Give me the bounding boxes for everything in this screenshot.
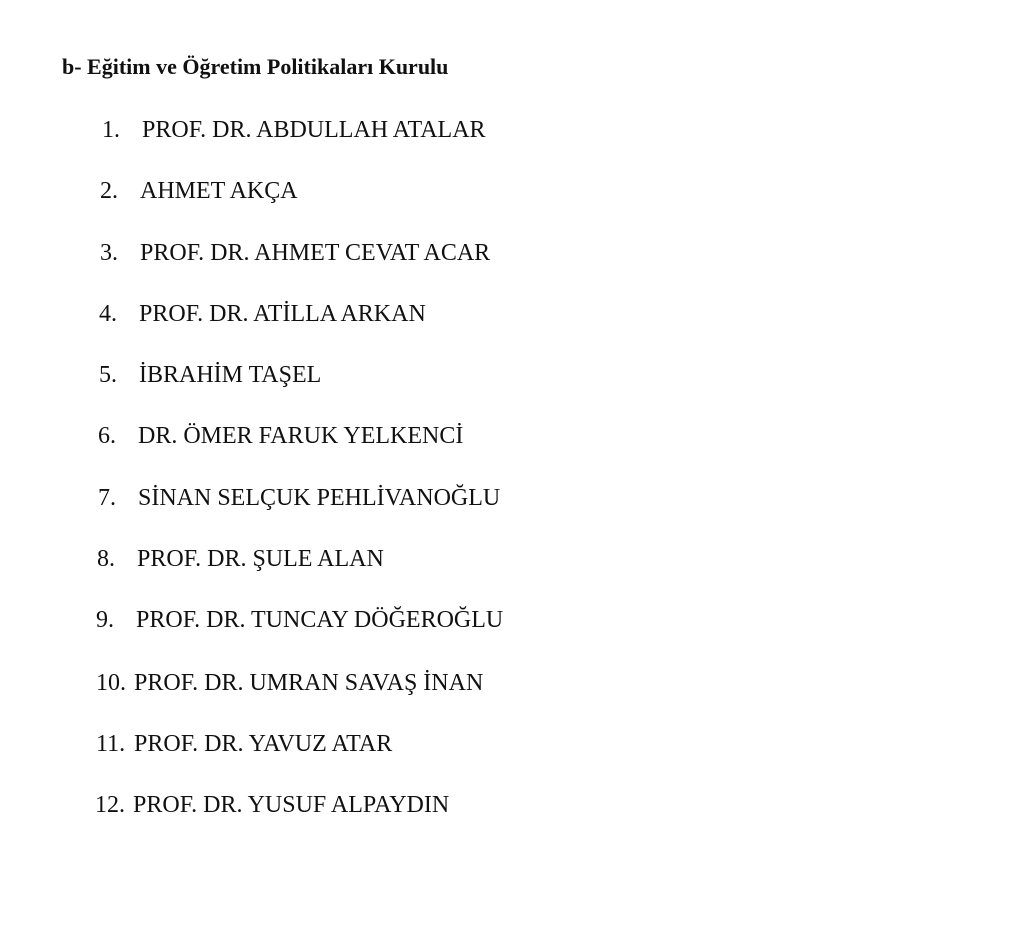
item-number: 2. [100,178,118,204]
member-name: PROF. DR. YAVUZ ATAR [134,731,393,757]
member-name: PROF. DR. YUSUF ALPAYDIN [133,792,450,818]
item-number: 6. [98,423,116,449]
item-number: 5. [99,362,117,388]
item-number: 9. [96,607,114,633]
list-item [100,177,298,205]
list-item [102,116,486,144]
member-name: AHMET AKÇA [140,178,298,204]
list-item [99,300,426,328]
member-name: PROF. DR. AHMET CEVAT ACAR [140,240,491,266]
list-item [100,239,490,267]
list-item [96,606,503,634]
member-name: DR. ÖMER FARUK YELKENCİ [138,423,464,449]
list-item [96,669,483,697]
list-item [96,730,392,758]
list-item [98,422,463,450]
item-number: 3. [100,240,118,266]
section-heading: b- Eğitim ve Öğretim Politikaları Kurulu [62,54,449,79]
list-item [99,361,321,389]
item-number: 11. [96,731,126,757]
list-item [98,484,500,512]
item-number: 7. [98,485,116,511]
member-name: PROF. DR. TUNCAY DÖĞEROĞLU [136,607,504,633]
item-number: 10. [96,670,126,696]
item-number: 4. [99,301,117,327]
member-name: SİNAN SELÇUK PEHLİVANOĞLU [138,485,501,511]
item-number: 8. [97,546,115,572]
list-item [95,791,449,819]
member-name: PROF. DR. ABDULLAH ATALAR [142,117,486,143]
member-name: İBRAHİM TAŞEL [139,362,322,388]
member-name: PROF. DR. ŞULE ALAN [137,546,384,572]
list-item [97,545,384,573]
item-number: 12. [95,792,125,818]
member-name: PROF. DR. UMRAN SAVAŞ İNAN [134,670,484,696]
member-name: PROF. DR. ATİLLA ARKAN [139,301,426,327]
item-number: 1. [102,117,120,143]
